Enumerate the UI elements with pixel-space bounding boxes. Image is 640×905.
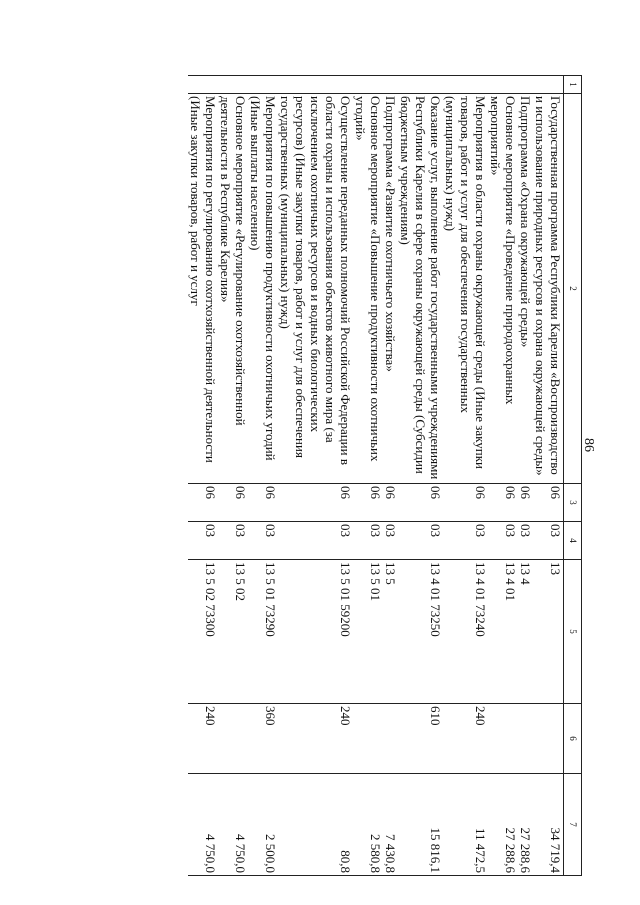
- target-article-cell: 13 5 02: [218, 560, 248, 704]
- row-number-cell: [488, 76, 518, 94]
- column-header: 2: [564, 94, 582, 484]
- expense-type-cell: [383, 704, 398, 774]
- target-article-cell: 13 5 01: [353, 560, 383, 704]
- amount-cell: 27 288,6: [518, 774, 533, 876]
- section-code-cell: 06: [533, 484, 564, 522]
- subsection-code-cell: 03: [443, 522, 488, 560]
- section-code-cell: 06: [398, 484, 443, 522]
- amount-cell: 15 816,1: [398, 774, 443, 876]
- amount-cell: 4 750,0: [188, 774, 218, 876]
- target-article-cell: 13: [533, 560, 564, 704]
- row-name-cell: Мероприятия по повышению продуктивности охотничьих угодий (Иные выплаты населению): [248, 94, 278, 484]
- row-number-cell: [398, 76, 443, 94]
- row-number-cell: [248, 76, 278, 94]
- budget-table: [188, 75, 582, 876]
- amount-cell: 4 750,0: [218, 774, 248, 876]
- amount-cell: 27 288,6: [488, 774, 518, 876]
- section-code-cell: 06: [278, 484, 353, 522]
- row-name-cell: Подпрограмма «Охрана окружающей среды»: [518, 94, 533, 484]
- subsection-code-cell: 03: [533, 522, 564, 560]
- row-name-cell: Государственная программа Республики Карелия «Воспроизводство и использование природных ресурсов и охрана окружающей среды»: [533, 94, 564, 484]
- subsection-code-cell: 03: [218, 522, 248, 560]
- amount-cell: 80,8: [278, 774, 353, 876]
- subsection-code-cell: 03: [383, 522, 398, 560]
- row-number-cell: [533, 76, 564, 94]
- subsection-code-cell: 03: [398, 522, 443, 560]
- row-number-cell: [353, 76, 383, 94]
- row-name-cell: Осуществление переданных полномочий Российской Федерации в области охраны и использования объектов животного мира (за исключением охотничьих ресурсов и водных биологических ресурсов) (Иные закупки товаров, работ и услуг для обеспечения государственных (муниципальных) нужд): [278, 94, 353, 484]
- target-article-cell: 13 5: [383, 560, 398, 704]
- target-article-cell: 13 5 01 59200: [278, 560, 353, 704]
- table-row: [218, 76, 248, 876]
- expense-type-cell: 360: [248, 704, 278, 774]
- row-number-cell: [518, 76, 533, 94]
- column-header: 5: [564, 560, 582, 704]
- subsection-code-cell: 03: [488, 522, 518, 560]
- expense-type-cell: 240: [188, 704, 218, 774]
- target-article-cell: 13 5 02 73300: [188, 560, 218, 704]
- section-code-cell: 06: [488, 484, 518, 522]
- table-row: [488, 76, 518, 876]
- section-code-cell: 06: [218, 484, 248, 522]
- table-row: [518, 76, 533, 876]
- header-row: [564, 76, 582, 876]
- table-row: [398, 76, 443, 876]
- column-header: 4: [564, 522, 582, 560]
- subsection-code-cell: 03: [278, 522, 353, 560]
- row-name-cell: Основное мероприятие «Проведение природоохранных мероприятий»: [488, 94, 518, 484]
- row-name-cell: Мероприятия по регулированию охотхозяйственной деятельности (Иные закупки товаров, работ и услуг: [188, 94, 218, 484]
- amount-cell: 7 430,8: [383, 774, 398, 876]
- expense-type-cell: [218, 704, 248, 774]
- amount-cell: 34 719,4: [533, 774, 564, 876]
- expense-type-cell: [533, 704, 564, 774]
- table-row: [353, 76, 383, 876]
- subsection-code-cell: 03: [248, 522, 278, 560]
- amount-cell: 2 500,0: [248, 774, 278, 876]
- target-article-cell: 13 4 01 73240: [443, 560, 488, 704]
- column-header: 6: [564, 704, 582, 774]
- page-number: 86: [581, 438, 596, 452]
- section-code-cell: 06: [188, 484, 218, 522]
- column-header: 3: [564, 484, 582, 522]
- column-header: 7: [564, 774, 582, 876]
- expense-type-cell: 610: [398, 704, 443, 774]
- amount-cell: 2 580,8: [353, 774, 383, 876]
- subsection-code-cell: 03: [188, 522, 218, 560]
- row-name-cell: Оказание услуг, выполнение работ государственными учреждениями Республики Карелия в сфере охраны окружающей среды (Субсидии бюджетным учреждениям): [398, 94, 443, 484]
- target-article-cell: 13 5 01 73290: [248, 560, 278, 704]
- section-code-cell: 06: [248, 484, 278, 522]
- row-number-cell: [383, 76, 398, 94]
- subsection-code-cell: 03: [353, 522, 383, 560]
- amount-cell: 11 472,5: [443, 774, 488, 876]
- expense-type-cell: [353, 704, 383, 774]
- row-name-cell: Мероприятия в области охраны окружающей среды (Иные закупки товаров, работ и услуг для обеспечения государственных (муниципальных) нужд): [443, 94, 488, 484]
- subsection-code-cell: 03: [518, 522, 533, 560]
- section-code-cell: 06: [443, 484, 488, 522]
- row-number-cell: [188, 76, 218, 94]
- row-number-cell: [443, 76, 488, 94]
- target-article-cell: 13 4 01: [488, 560, 518, 704]
- table-row: [383, 76, 398, 876]
- row-name-cell: Основное мероприятие «Повышение продуктивности охотничьих угодий»: [353, 94, 383, 484]
- expense-type-cell: [518, 704, 533, 774]
- row-name-cell: Основное мероприятие «Регулирование охотхозяйственной деятельности в Республике Карелия»: [218, 94, 248, 484]
- section-code-cell: 06: [518, 484, 533, 522]
- row-name-cell: Подпрограмма «Развитие охотничьего хозяйства»: [383, 94, 398, 484]
- table-row: [278, 76, 353, 876]
- table-row: [443, 76, 488, 876]
- table-row: [533, 76, 564, 876]
- target-article-cell: 13 4 01 73250: [398, 560, 443, 704]
- table-row: [248, 76, 278, 876]
- expense-type-cell: [488, 704, 518, 774]
- column-header: 1: [564, 76, 582, 94]
- table-row: [188, 76, 218, 876]
- budget-table-page: [57, 75, 582, 875]
- expense-type-cell: 240: [443, 704, 488, 774]
- row-number-cell: [218, 76, 248, 94]
- expense-type-cell: 240: [278, 704, 353, 774]
- row-number-cell: [278, 76, 353, 94]
- target-article-cell: 13 4: [518, 560, 533, 704]
- section-code-cell: 06: [383, 484, 398, 522]
- section-code-cell: 06: [353, 484, 383, 522]
